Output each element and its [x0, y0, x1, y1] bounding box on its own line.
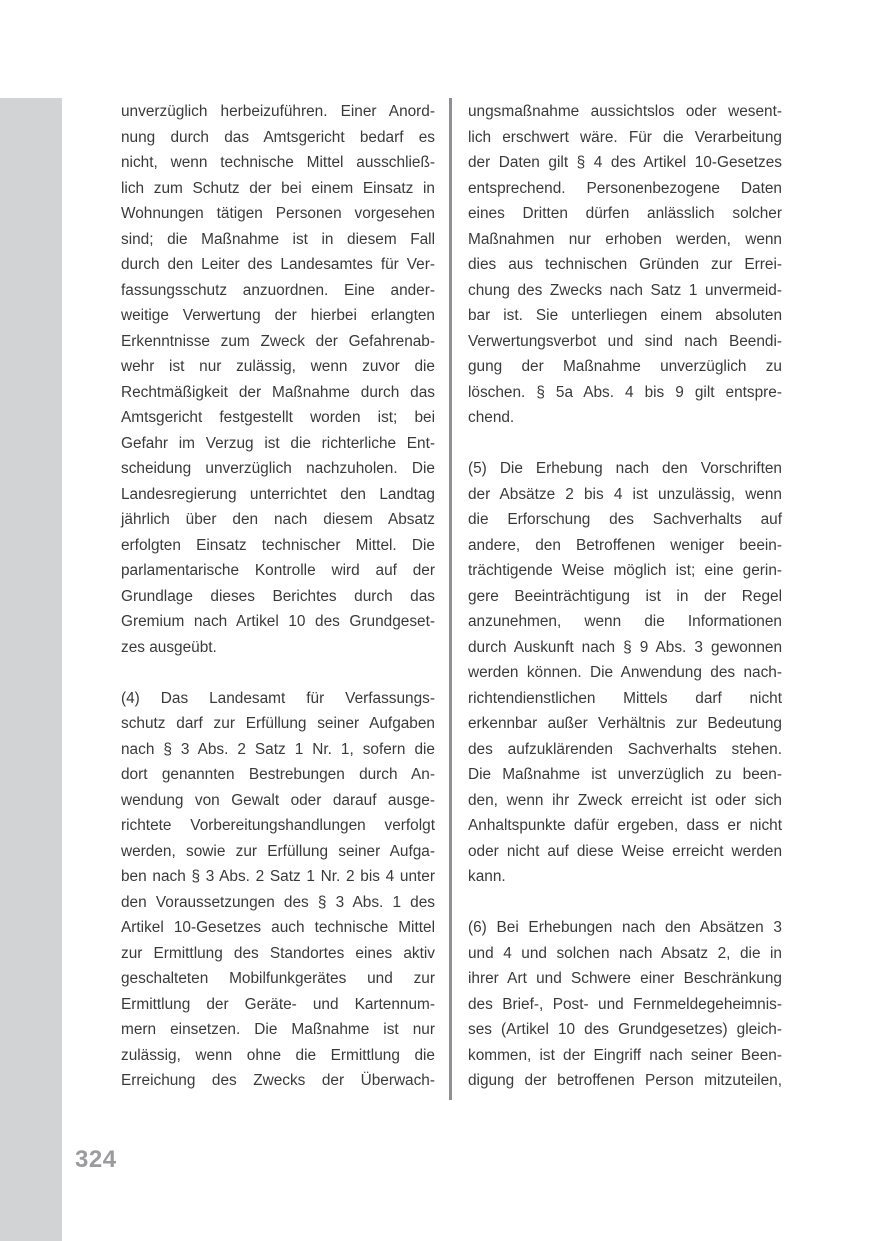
text-line: Landesregierung unterrichtet den Landtag: [121, 485, 435, 503]
text-line: löschen. § 5a Abs. 4 bis 9 gilt entspre-: [468, 383, 782, 401]
text-line: des aufzuklärenden Sachverhalts stehen.: [468, 740, 782, 758]
text-line: Erkenntnisse zum Zweck der Gefahrenab-: [121, 332, 435, 350]
text-line: scheidung unverzüglich nachzuholen. Die: [121, 460, 435, 477]
text-line: erfolgten Einsatz technischer Mittel. Die: [121, 536, 435, 554]
text-line: geschalteten Mobilfunkgerätes und zur: [121, 970, 435, 987]
page-gutter-band: [0, 98, 62, 1241]
text-line: ihrer Art und Schwere einer Beschränkung: [468, 970, 782, 987]
text-line: Wohnungen tätigen Personen vorgesehen: [121, 205, 435, 222]
text-line: Anhaltspunkte dafür ergeben, dass er nicht: [468, 817, 782, 834]
paragraph-5: [468, 456, 782, 890]
text-line: andere, den Betroffenen weniger beein-: [468, 536, 782, 554]
text-line: nung durch das Amtsgericht bedarf es: [121, 128, 435, 146]
text-line: nach § 3 Abs. 2 Satz 1 Nr. 1, sofern die: [121, 740, 435, 758]
text-line: zur Ermittlung des Standortes eines aktiv: [121, 944, 435, 962]
text-line: schutz darf zur Erfüllung seiner Aufgaben: [121, 715, 435, 732]
text-line: Maßnahmen nur erhoben werden, wenn: [468, 230, 782, 248]
text-line: ben nach § 3 Abs. 2 Satz 1 Nr. 2 bis 4 unter: [121, 868, 435, 885]
text-line: jährlich über den nach diesem Absatz: [121, 511, 435, 528]
text-line: Amtsgericht festgestellt worden ist; bei: [121, 409, 435, 426]
text-line: unverzüglich herbeizuführen. Einer Anord-: [121, 103, 435, 120]
text-line: oder nicht auf diese Weise erreicht werden: [468, 842, 782, 860]
text-line: dies aus technischen Gründen zur Errei-: [468, 256, 782, 273]
left-text-column: [121, 99, 435, 1094]
text-line: fassungsschutz anzuordnen. Eine ander-: [121, 281, 435, 299]
text-line: (5) Die Erhebung nach den Vorschriften: [468, 460, 782, 477]
text-line: Verwertungsverbot und sind nach Beendi-: [468, 332, 782, 350]
text-line: des Brief-, Post- und Fernmeldegeheimnis-: [468, 995, 782, 1013]
text-line: kommen, ist der Eingriff nach seiner Been-: [468, 1046, 782, 1064]
text-line: Gefahr im Verzug ist die richterliche Ent-: [121, 434, 435, 452]
paragraph-4: [121, 686, 435, 1094]
text-line: Die Maßnahme ist unverzüglich zu been-: [468, 766, 782, 783]
text-line: weitige Verwertung der hierbei erlangten: [121, 307, 435, 324]
paragraph-continuation: [121, 99, 435, 660]
text-line: durch den Leiter des Landesamtes für Ver-: [121, 256, 435, 273]
text-line: chung des Zwecks nach Satz 1 unvermeid-: [468, 281, 782, 299]
paragraph-gap: [468, 890, 782, 916]
text-line: den, wenn ihr Zweck erreicht ist oder sich: [468, 791, 782, 809]
text-line: (6) Bei Erhebungen nach den Absätzen 3: [468, 919, 782, 936]
text-line: anzunehmen, wenn die Informationen: [468, 613, 782, 630]
text-line: bar ist. Sie unterliegen einem absoluten: [468, 307, 782, 324]
page-number: 324: [75, 1146, 117, 1173]
paragraph-4-continuation: [468, 99, 782, 431]
text-line: nicht, wenn technische Mittel ausschließ-: [121, 154, 435, 171]
text-line: Rechtmäßigkeit der Maßnahme durch das: [121, 383, 435, 401]
text-line: chend.: [468, 409, 515, 426]
text-line: Grundlage dieses Berichtes durch das: [121, 587, 435, 605]
column-divider: [449, 98, 452, 1100]
text-line: eines Dritten dürfen anlässlich solcher: [468, 205, 782, 222]
text-line: gere Beeinträchtigung ist in der Regel: [468, 587, 782, 605]
text-line: werden können. Die Anwendung des nach-: [468, 664, 782, 681]
text-line: ses (Artikel 10 des Grundgesetzes) gleich-: [468, 1021, 782, 1038]
text-line: die Erforschung des Sachverhalts auf: [468, 511, 782, 528]
text-line: dort genannten Bestrebungen durch An-: [121, 766, 435, 783]
text-line: der Absätze 2 bis 4 ist unzulässig, wenn: [468, 485, 782, 503]
text-line: Erreichung des Zwecks der Überwach-: [121, 1072, 435, 1089]
text-line: entsprechend. Personenbezogene Daten: [468, 179, 782, 197]
text-line: parlamentarische Kontrolle wird auf der: [121, 562, 435, 579]
text-line: lich zum Schutz der bei einem Einsatz in: [121, 179, 435, 197]
text-line: richtendienstlichen Mittels darf nicht: [468, 689, 782, 707]
paragraph-gap: [121, 660, 435, 686]
text-line: und 4 und solchen nach Absatz 2, die in: [468, 944, 782, 962]
text-line: richtete Vorbereitungshandlungen verfolgt: [121, 817, 435, 834]
text-line: digung der betroffenen Person mitzuteilen,: [468, 1072, 782, 1089]
text-line: der Daten gilt § 4 des Artikel 10-Gesetzes: [468, 154, 782, 171]
text-line: Artikel 10-Gesetzes auch technische Mittel: [121, 919, 435, 936]
text-line: sind; die Maßnahme ist in diesem Fall: [121, 230, 435, 248]
paragraph-6: [468, 915, 782, 1094]
text-line: zes ausgeübt.: [121, 638, 217, 656]
right-text-column: [468, 99, 782, 1094]
text-line: erkennbar außer Verhältnis zur Bedeutung: [468, 715, 782, 732]
text-line: gung der Maßnahme unverzüglich zu: [468, 358, 782, 375]
paragraph-gap: [468, 431, 782, 457]
text-line: (4) Das Landesamt für Verfassungs-: [121, 689, 435, 707]
text-line: den Voraussetzungen des § 3 Abs. 1 des: [121, 893, 435, 911]
text-line: durch Auskunft nach § 9 Abs. 3 gewonnen: [468, 638, 782, 656]
text-line: Ermittlung der Geräte- und Kartennum-: [121, 995, 435, 1013]
text-line: zulässig, wenn ohne die Ermittlung die: [121, 1046, 435, 1064]
text-line: kann.: [468, 868, 506, 885]
text-line: werden, sowie zur Erfüllung seiner Aufga-: [121, 842, 435, 860]
text-line: lich erschwert wäre. Für die Verarbeitung: [468, 128, 782, 146]
text-line: ungsmaßnahme aussichtslos oder wesent-: [468, 103, 782, 120]
text-line: wehr ist nur zulässig, wenn zuvor die: [121, 358, 435, 375]
text-line: mern einsetzen. Die Maßnahme ist nur: [121, 1021, 435, 1038]
text-line: trächtigende Weise möglich ist; eine gerin-: [468, 562, 782, 579]
text-line: Gremium nach Artikel 10 des Grundgeset-: [121, 613, 435, 630]
text-line: wendung von Gewalt oder darauf ausge-: [121, 791, 435, 809]
